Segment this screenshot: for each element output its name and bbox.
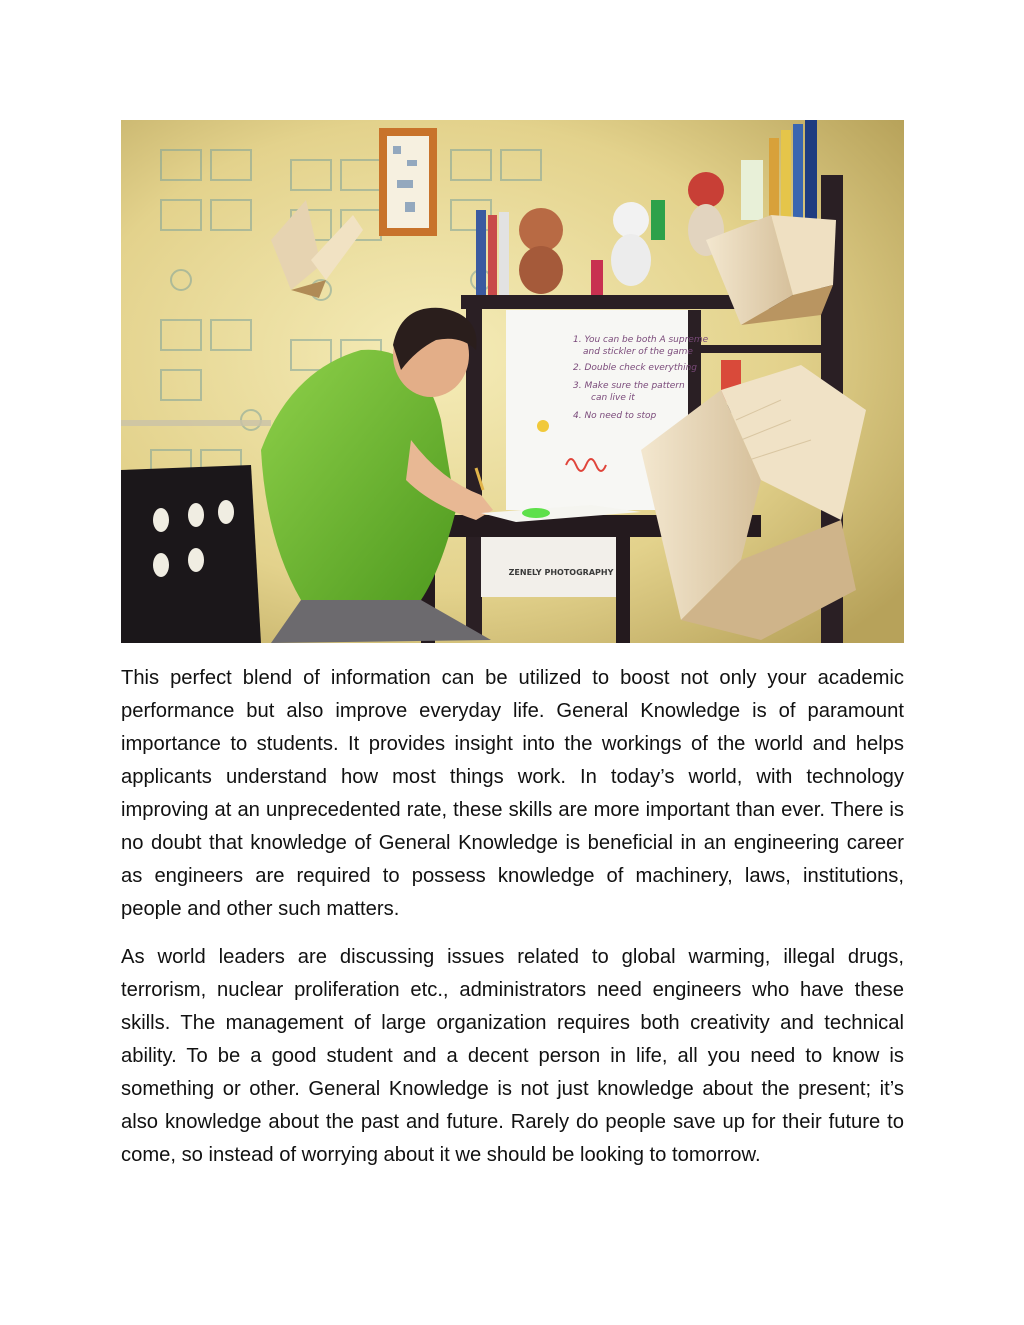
- svg-text:ZENELY PHOTOGRAPHY: ZENELY PHOTOGRAPHY: [508, 568, 614, 577]
- body-paragraph-1: This perfect blend of information can be utilized to boost not only your academic performance but also improve everyday life. General Knowledge is of paramount importance to students. It provides insight into the workings of the world and helps applicants understand how most things work. In today’s world, with technology improving at an unprecedented rate, these skills are more important than ever. There is no doubt that knowledge of General Knowledge is beneficial in an engineering career as engineers are required to possess knowledge of machinery, laws, institutions, people and other such matters.: [121, 667, 904, 920]
- board-line: 1. You can be both A supreme: [573, 335, 709, 345]
- body-paragraph-2: As world leaders are discussing issues related to global warming, illegal drugs, terrorism, nuclear proliferation etc., administrators need engineers who have these skills. The management of large organization requires both creativity and technical ability. To be a good student and a decent person in life, all you need to know is something or other. General Knowledge is not just knowledge about the present; it’s also knowledge about the past and future. Rarely do people save up for their future to come, so instead of worrying about it we should be looking to tomorrow.: [121, 946, 904, 1166]
- board-line: and stickler of the game: [583, 347, 693, 357]
- board-line: 3. Make sure the pattern: [573, 381, 685, 391]
- photographer-watermark: [509, 552, 614, 582]
- board-line: 4. No need to stop: [573, 411, 657, 421]
- student-studying-photo: [121, 120, 904, 643]
- board-line: 2. Double check everything: [573, 363, 697, 373]
- chair: [121, 465, 261, 643]
- board-line: can live it: [591, 393, 635, 403]
